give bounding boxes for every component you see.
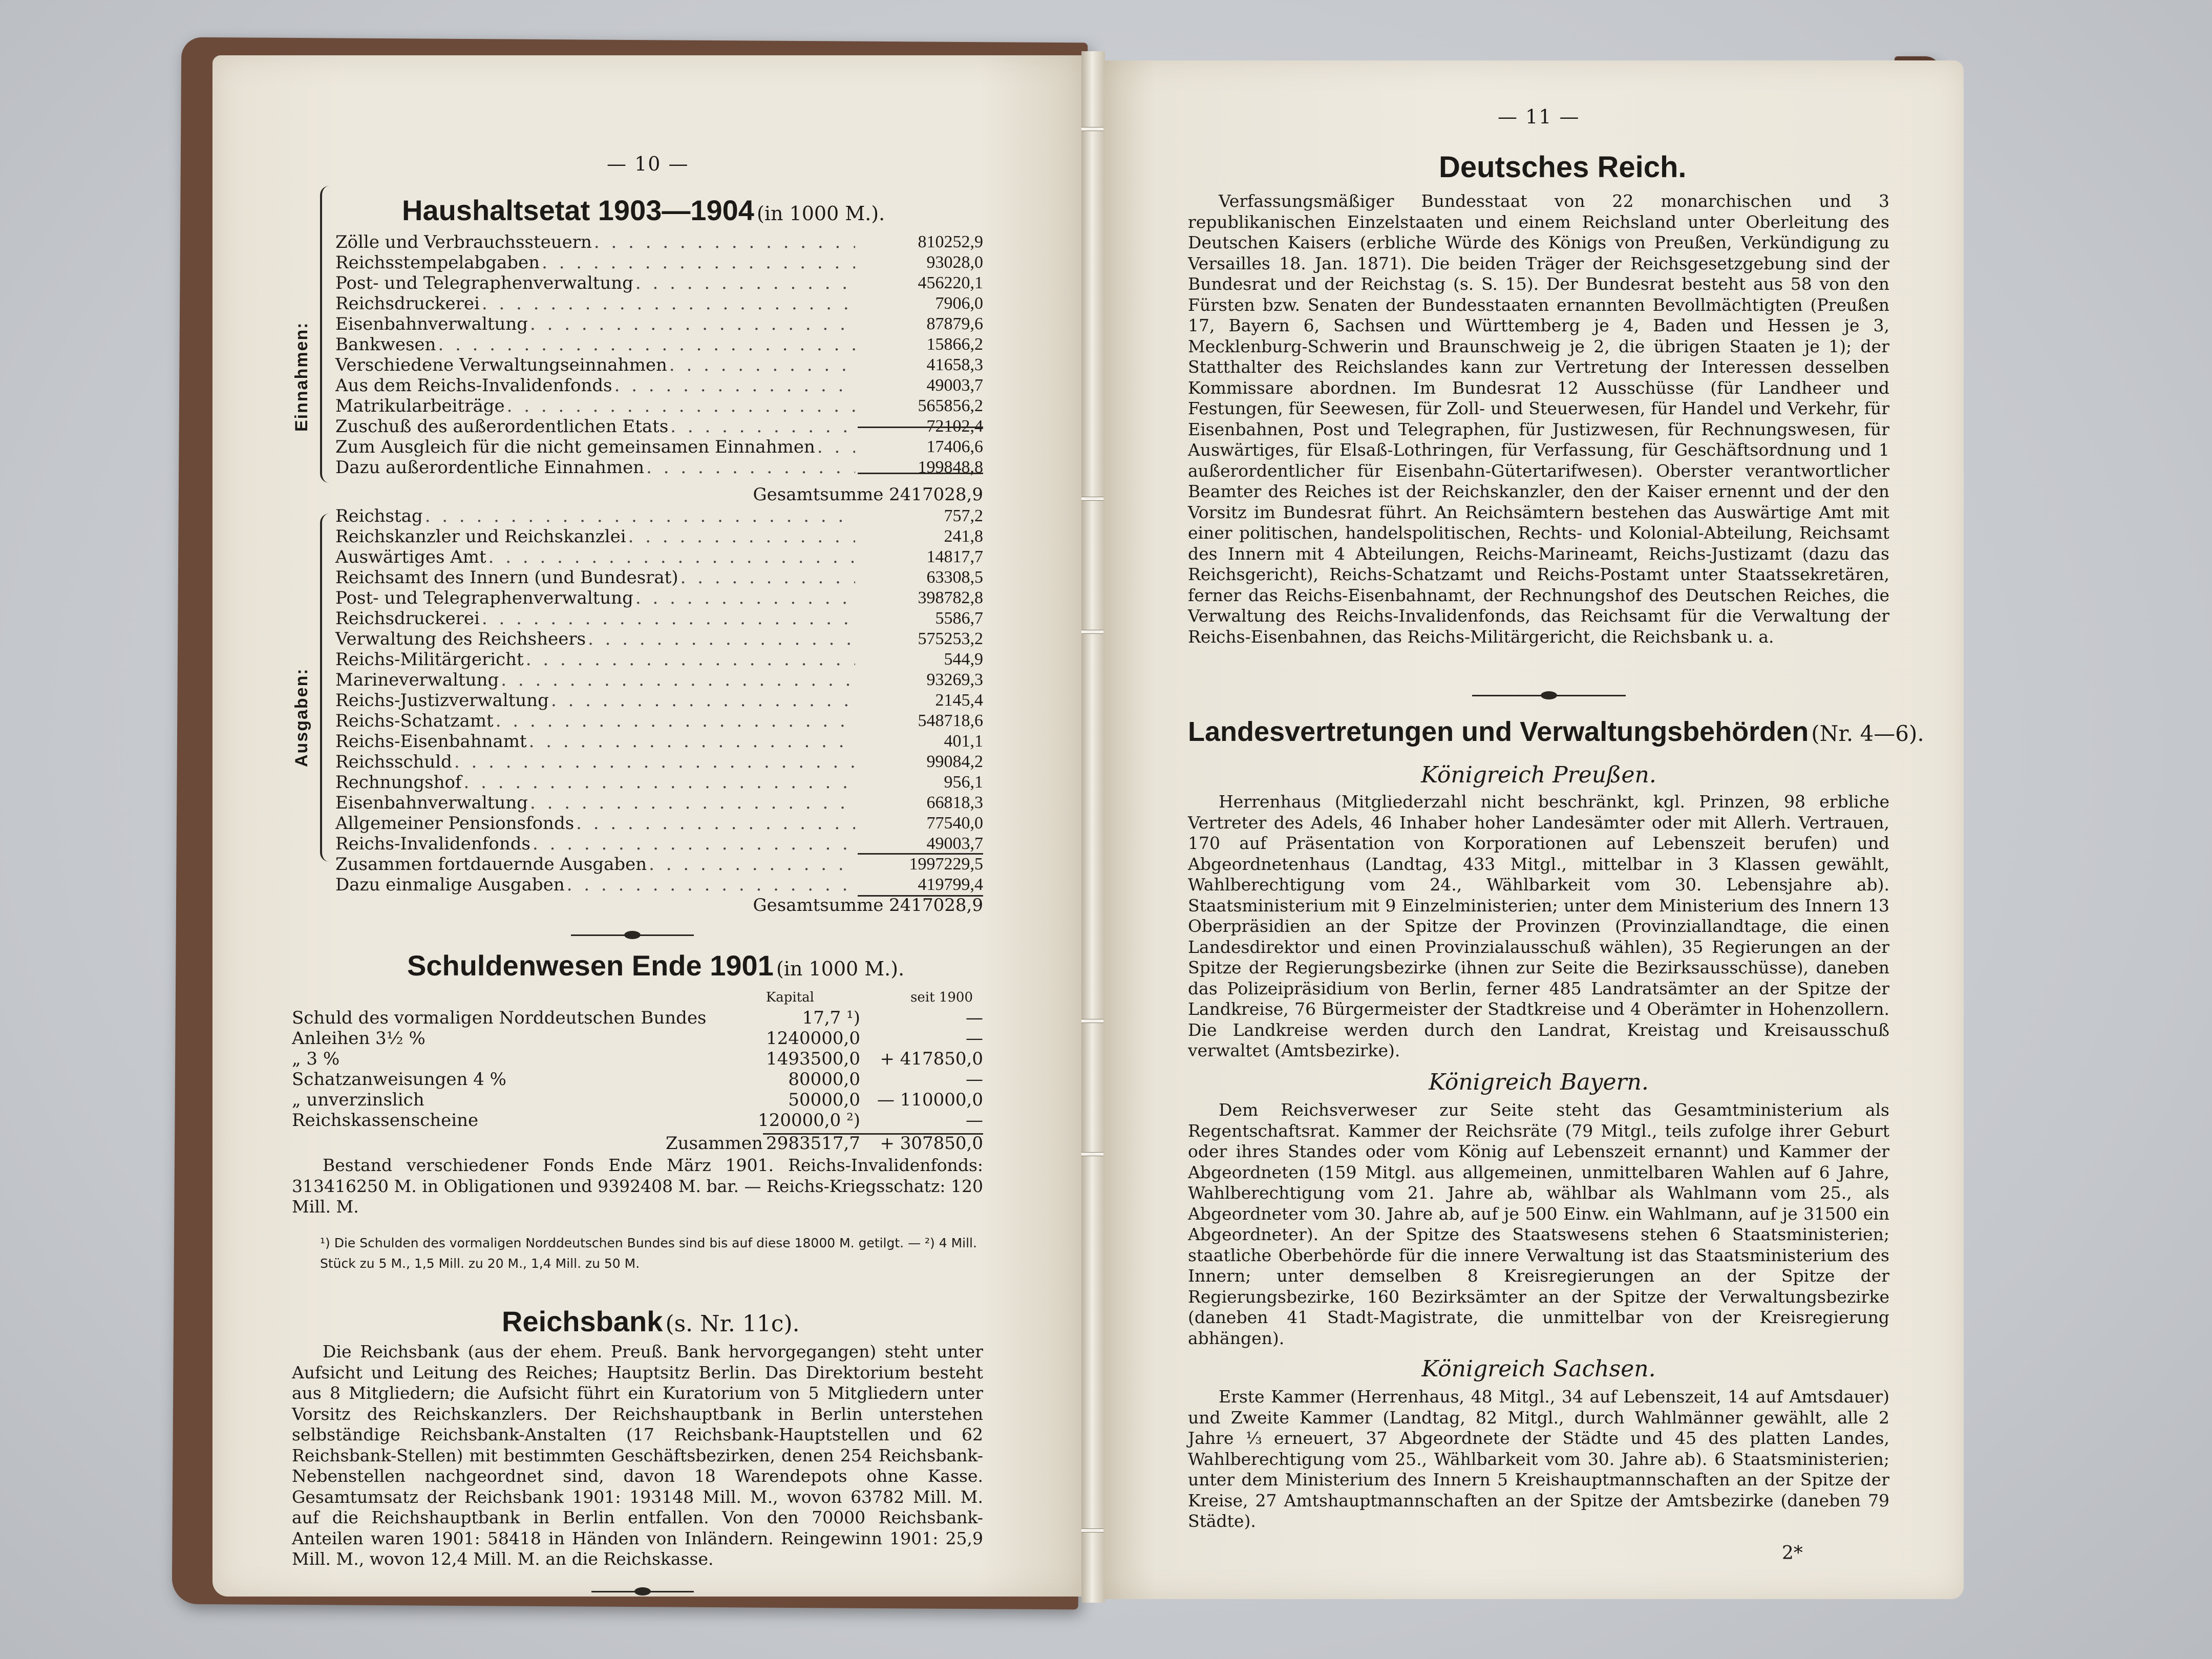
budget-row-value: 49003,7 xyxy=(926,376,983,395)
schulden-row xyxy=(292,1110,983,1131)
schulden-row-kapital: 50000,0 xyxy=(788,1090,860,1110)
budget-row-value: 810252,9 xyxy=(918,232,983,251)
binding-thread xyxy=(1081,1152,1105,1156)
budget-row-value: 956,1 xyxy=(944,773,983,792)
budget-row xyxy=(335,731,983,752)
budget-row-label: Rechnungshof xyxy=(335,772,462,793)
budget-row-value: 2145,4 xyxy=(935,691,983,710)
haushalt-unit: (in 1000 M.). xyxy=(757,202,885,225)
leader-dots xyxy=(678,567,855,588)
schulden-total-row xyxy=(292,1133,983,1154)
budget-row-value: 93028,0 xyxy=(926,253,983,272)
haushalt-title: Haushaltsetat 1903—1904 xyxy=(402,194,754,226)
einnahmen-table xyxy=(335,232,983,478)
budget-row xyxy=(335,588,983,608)
leader-dots xyxy=(668,416,855,437)
budget-row-label: Bankwesen xyxy=(335,334,436,355)
budget-row-label: Zusammen fortdauernde Ausgaben xyxy=(335,854,647,875)
budget-row-label: Allgemeiner Pensionsfonds xyxy=(335,813,575,834)
schulden-row-label: Schatzanweisungen 4 % xyxy=(292,1069,506,1090)
budget-row-value: 66818,3 xyxy=(926,793,983,812)
schulden-row-label: Schuld des vormaligen Norddeutschen Bundes xyxy=(292,1008,707,1028)
binding-thread xyxy=(1081,127,1105,131)
budget-row-label: Aus dem Reichs-Invalidenfonds xyxy=(335,375,612,396)
leader-dots xyxy=(626,526,855,547)
budget-row-label: Matrikularbeiträge xyxy=(335,396,505,416)
budget-row-value: 548718,6 xyxy=(918,711,983,730)
reichsbank-title: Reichsbank xyxy=(502,1305,663,1337)
leader-dots xyxy=(494,711,855,731)
leader-dots xyxy=(586,629,855,649)
reichsbank-heading xyxy=(502,1305,800,1338)
ornament-divider xyxy=(591,1586,694,1597)
budget-row xyxy=(335,252,983,273)
leader-dots xyxy=(462,772,855,793)
reich-text: Verfassungsmäßiger Bundesstaat von 22 monarchischen und 3 republikanischen Einzelstaaten und einem Reichsland unter Oberleitung des Deutschen Kaisers (erbliche Würde des Königs von Preußen, Verkündigung zu Versailles 18. Jan. 1871). Die beiden Träger der Reichsgesetzgebung sind der Bundesrat und der Reichstag (s. S. 15). Der Bundesrat besteht aus 58 von den Fürsten bzw. Senaten der Bundesstaaten ernannten Bevollmächtigten (Preußen 17, Bayern 6, Sachsen und Württemberg je 4, Baden und Hessen je 3, Mecklenburg-Schwerin und Braunschweig je 2, die übrigen Staaten je 1); der Statthalter des Reichslandes kann zur Vertretung der Interessen desselben Kommissare abordnen. Im Bundesrat 12 Ausschüsse (für Landheer und Festungen, für Seewesen, für Zoll- und Steuerwesen, für Handel und Verkehr, für Eisenbahnen, Post und Telegraphen, für Justizwesen, für Rechnungswesen, für Auswärtiges, für Elsaß-Lothringen, für Verfassung, für Geschäftsordnung und 1 außerordentlicher für Eisenbahn-Gütertarifwesen). Oberster verantwortlicher Beamter des Reiches ist der Reichskanzler, den der Kaiser ernennt und der den Vorsitz im Bundesrat führt. An Reichsämtern bestehen das Auswärtige Amt mit einer politischen, handelspolitischen, Rechts- und Kolonial-Abteilung, Reichsamt des Innern mit 4 Abteilungen, Reichs-Marineamt, Reichs-Justizamt (dazu das Reichsgericht), Reichs-Schatzamt und Reichs-Postamt unter Staatssekretären, ferner das Reichs-Eisenbahnamt, der Rechnungshof des Deutschen Reiches, die Verwaltung des Reichs-Invalidenfonds, das Reichsamt für die Verwaltung der Reichs-Eisenbahnen, das Reichs-Militärgericht, die Reichsbank u. a. xyxy=(1188,191,1889,647)
ornament-divider xyxy=(1472,690,1626,700)
budget-row xyxy=(335,834,983,854)
schulden-row-label: Reichskassenscheine xyxy=(292,1110,479,1131)
budget-row xyxy=(335,273,983,293)
schulden-row-label: „ unverzinslich xyxy=(292,1090,424,1110)
budget-row xyxy=(335,752,983,772)
leader-dots xyxy=(549,690,855,711)
budget-row-label: Auswärtiges Amt xyxy=(335,547,486,567)
schulden-row-kapital: 80000,0 xyxy=(788,1069,860,1090)
sachsen-title: Königreich Sachsen. xyxy=(1421,1356,1656,1382)
schulden-row-seit: — 110000,0 xyxy=(877,1090,983,1110)
budget-row-label: Reichsschuld xyxy=(335,752,452,772)
schulden-row-kapital: 17,7 ¹) xyxy=(802,1008,860,1028)
leader-dots xyxy=(815,437,855,457)
leader-dots xyxy=(527,731,855,752)
budget-row-label: Reichskanzler und Reichskanzlei xyxy=(335,526,626,547)
binding-thread xyxy=(1081,497,1105,501)
col-kapital: Kapital xyxy=(765,990,814,1005)
budget-row xyxy=(335,875,983,895)
budget-row-value: 241,8 xyxy=(944,527,983,546)
budget-row-value: 5586,7 xyxy=(935,609,983,628)
book-gutter xyxy=(1081,51,1105,1603)
budget-row-value: 565856,2 xyxy=(918,396,983,415)
budget-row-label: Reichsdruckerei xyxy=(335,293,480,314)
budget-row-value: 456220,1 xyxy=(918,273,983,292)
leader-dots xyxy=(540,252,855,273)
budget-row-label: Zum Ausgleich für die nicht gemeinsamen Einnahmen xyxy=(335,437,815,457)
landes-heading xyxy=(1188,716,1924,748)
preussen-title: Königreich Preußen. xyxy=(1421,762,1656,788)
bestand-text: Bestand verschiedener Fonds Ende März 1901. Reichs-Invalidenfonds: 313416250 M. in Obligationen und 9392408 M. bar. — Reichs-Kriegsschatz: 120 Mill. M. xyxy=(292,1155,983,1217)
leader-dots xyxy=(565,875,855,895)
budget-row-value: 93269,3 xyxy=(926,670,983,689)
budget-row xyxy=(335,854,983,875)
budget-row-value: 7906,0 xyxy=(935,294,983,313)
sachsen-text: Erste Kammer (Herrenhaus, 48 Mitgl., 34 auf Lebenszeit, 14 auf Amtsdauer) und Zweite Kammer (Landtag, 82 Mitgl., durch Wahlmänner gewählt, alle 2 Jahre ⅓ erneuert, 37 Abgeordnete der Städte und 45 des platten Landes, Wahlberechtigung vom 25., Wählbarkeit vom 30. Jahre ab). 6 Staatsministerien; unter dem Ministerium des Innern 5 Kreishauptmannschaften an der Spitze der Kreise, 27 Amtshauptmannschaften an der Spitze der Amtsbezirke (daneben 79 Städte). xyxy=(1188,1387,1889,1531)
budget-row-label: Reichstag xyxy=(335,506,423,526)
schulden-row xyxy=(292,1028,983,1049)
budget-row-value: 575253,2 xyxy=(918,629,983,648)
ausgaben-total: Gesamtsumme 2417028,9 xyxy=(753,895,983,916)
sum-line xyxy=(858,427,983,428)
leader-dots xyxy=(574,813,855,834)
budget-row xyxy=(335,457,983,478)
budget-row-label: Post- und Telegraphenverwaltung xyxy=(335,588,633,608)
schulden-table xyxy=(292,987,983,1131)
reich-heading xyxy=(1439,150,1687,184)
budget-row-value: 49003,7 xyxy=(926,834,983,853)
budget-row xyxy=(335,567,983,588)
budget-row-label: Dazu außerordentliche Einnahmen xyxy=(335,457,645,478)
page-number-right: — 11 — xyxy=(1498,105,1580,128)
schulden-footnote: ¹) Die Schulden des vormaligen Norddeutschen Bundes sind bis auf diese 18000 M. getilgt. — ²) 4 Mill. Stück zu 5 M., 1,5 Mill. zu 20 M., 1,4 Mill. zu 50 M. xyxy=(320,1236,977,1271)
einnahmen-total: Gesamtsumme 2417028,9 xyxy=(753,484,983,505)
ausgaben-label: Ausgaben: xyxy=(292,668,311,767)
budget-row xyxy=(335,547,983,567)
budget-row xyxy=(335,334,983,355)
left-page xyxy=(212,55,1083,1597)
landes-title: Landesvertretungen und Verwaltungsbehörden xyxy=(1188,716,1809,747)
einnahmen-brace xyxy=(320,186,329,483)
page-number-left: — 10 — xyxy=(607,153,689,175)
budget-row-label: Zölle und Verbrauchssteuern xyxy=(335,232,592,252)
budget-row-value: 77540,0 xyxy=(926,814,983,833)
budget-row xyxy=(335,670,983,690)
budget-row-label: Reichsdruckerei xyxy=(335,608,480,629)
schulden-row-kapital: 120000,0 ²) xyxy=(758,1110,860,1131)
budget-row-value: 419799,4 xyxy=(918,875,983,894)
budget-row-value: 14817,7 xyxy=(926,547,983,566)
leader-dots xyxy=(644,457,855,478)
budget-row-value: 17406,6 xyxy=(926,437,983,456)
leader-dots xyxy=(592,232,855,252)
leader-dots xyxy=(528,793,855,813)
budget-row-label: Eisenbahnverwaltung xyxy=(335,314,528,334)
reichsbank-text: Die Reichsbank (aus der ehem. Preuß. Bank hervorgegangen) steht unter Aufsicht und Leitung des Reiches; Hauptsitz Berlin. Das Direktorium besteht aus 8 Mitgliedern; die Aufsicht führt ein Kuratorium von 5 Mitgliedern unter Vorsitz des Reichskanzlers. Der Reichshauptbank in Berlin unterstehen selbständige Reichsbank-Anstalten (17 Reichsbank-Hauptstellen und 62 Reichsbank-Stellen) mit bestimmten Geschäftsbezirken, denen 254 Reichsbank-Nebenstellen nachgeordnet sind, davon 18 Warendepots ohne Kasse. Gesamtumsatz der Reichsbank 1901: 193148 Mill. M., wovon 63782 Mill. M. auf die Reichshauptbank in Berlin entfallen. Von den 70000 Reichsbank-Anteilen waren 1901: 58418 in Händen von Inländern. Reingewinn 1901: 25,9 Mill. M., wovon 12,4 Mill. M. an die Reichskasse. xyxy=(292,1342,983,1569)
schulden-row-label: „ 3 % xyxy=(292,1049,340,1069)
budget-row-label: Reichsstempelabgaben xyxy=(335,252,540,273)
budget-row-value: 398782,8 xyxy=(918,588,983,607)
budget-row-label: Eisenbahnverwaltung xyxy=(335,793,528,813)
budget-row-label: Post- und Telegraphenverwaltung xyxy=(335,273,633,293)
budget-row xyxy=(335,526,983,547)
schulden-heading xyxy=(407,949,904,982)
budget-row-label: Zuschuß des außerordentlichen Etats xyxy=(335,416,669,437)
leader-dots xyxy=(436,334,855,355)
budget-row-label: Reichs-Militärgericht xyxy=(335,649,524,670)
schulden-row-seit: + 417850,0 xyxy=(880,1049,983,1069)
leader-dots xyxy=(633,273,855,293)
leader-dots xyxy=(480,608,855,629)
budget-row-value: 63308,5 xyxy=(926,568,983,587)
budget-row-label: Reichs-Invalidenfonds xyxy=(335,834,530,854)
budget-row-value: 87879,6 xyxy=(926,314,983,333)
budget-row-label: Reichsamt des Innern (und Bundesrat) xyxy=(335,567,678,588)
budget-row-value: 15866,2 xyxy=(926,335,983,354)
leader-dots xyxy=(505,396,855,416)
budget-row-label: Reichs-Schatzamt xyxy=(335,711,494,731)
schulden-row-kapital: 1240000,0 xyxy=(766,1028,860,1049)
budget-row xyxy=(335,629,983,649)
schulden-row xyxy=(292,1049,983,1069)
binding-thread xyxy=(1081,1528,1105,1533)
budget-row-value: 199848,8 xyxy=(918,458,983,477)
budget-row-value: 544,9 xyxy=(944,650,983,669)
schulden-row xyxy=(292,1090,983,1110)
schulden-row xyxy=(292,1069,983,1090)
schulden-row-label: Anleihen 3½ % xyxy=(292,1028,426,1049)
schulden-row-kapital: 1493500,0 xyxy=(766,1049,860,1069)
sum-line xyxy=(858,473,983,474)
leader-dots xyxy=(530,834,855,854)
binding-thread xyxy=(1081,1019,1105,1023)
leader-dots xyxy=(499,670,855,690)
right-page xyxy=(1103,60,1964,1599)
ausgaben-table xyxy=(335,506,983,895)
leader-dots xyxy=(486,547,855,567)
budget-row xyxy=(335,506,983,526)
ornament-divider xyxy=(571,930,694,940)
einnahmen-label: Einnahmen: xyxy=(292,322,311,432)
schulden-row xyxy=(292,1008,983,1028)
leader-dots xyxy=(480,293,855,314)
budget-row-label: Reichs-Eisenbahnamt xyxy=(335,731,527,752)
budget-row-value: 757,2 xyxy=(944,506,983,525)
budget-row xyxy=(335,711,983,731)
leader-dots xyxy=(647,854,855,875)
budget-row xyxy=(335,314,983,334)
leader-dots xyxy=(423,506,855,526)
schulden-row-seit: — xyxy=(966,1028,983,1049)
sum-line xyxy=(858,853,983,855)
budget-row xyxy=(335,690,983,711)
budget-row xyxy=(335,793,983,813)
budget-row-value: 41658,3 xyxy=(926,355,983,374)
col-seit: seit 1900 xyxy=(910,990,973,1005)
budget-row xyxy=(335,375,983,396)
budget-row xyxy=(335,355,983,375)
schulden-unit: (in 1000 M.). xyxy=(776,958,905,980)
leader-dots xyxy=(452,752,855,772)
budget-row xyxy=(335,608,983,629)
preussen-text: Herrenhaus (Mitgliederzahl nicht beschränkt, kgl. Prinzen, 98 erbliche Vertreter des Adels, 46 Inhaber hoher Landesämter oder mit Allerh. Vertrauen, 170 auf Präsentation von Korporationen auf Lebenszeit berufen) und Abgeordnetenhaus (Landtag, 433 Mitgl., mittelbar in 3 Klassen gewählt, Wahlberechtigung vom 24., Wählbarkeit vom 30. Lebensjahre ab). Staatsministerium mit 9 Einzelministerien; unter dem Ministerium des Innern 13 Oberpräsidien an der Spitze der Provinzen (Provinziallandtage, die einen Landesdirektor und einen Provinzialausschuß wählen), 35 Regierungen an der Spitze der Regierungsbezirke (ihnen zur Seite die Bezirksausschüsse), daneben das Polizeipräsidium von Berlin, ferner 485 Landratsämter an der Spitze der Landkreise, 76 Bürgermeister der Stadtkreise und 4 Oberämter in Hohenzollern. Die Landkreise werden durch den Landrat, Kreistag und Kreisausschuß verwaltet (Amtsbezirke). xyxy=(1188,792,1889,1060)
schulden-total-kapital: 2983517,7 xyxy=(766,1133,860,1154)
leader-dots xyxy=(524,649,855,670)
budget-row xyxy=(335,396,983,416)
reichsbank-ref: (s. Nr. 11c). xyxy=(665,1311,800,1337)
budget-row-value: 72102,4 xyxy=(926,417,983,436)
schulden-row-seit: — xyxy=(966,1069,983,1090)
budget-row-label: Verwaltung des Reichsheers xyxy=(335,629,586,649)
budget-row-label: Dazu einmalige Ausgaben xyxy=(335,875,565,895)
leader-dots xyxy=(667,355,855,375)
leader-dots xyxy=(612,375,855,396)
signature-mark: 2* xyxy=(1782,1543,1803,1564)
bayern-text: Dem Reichsverweser zur Seite steht das Gesamtministerium als Regentschaftsrat. Kammer der Reichsräte (79 Mitgl., teils zufolge ihrer Geburt oder ihres Standes oder vom König auf Lebenszeit ernannt) und Kammer der Abgeordneten (159 Mitgl. aus allgemeinen, unmittelbaren Wahlen auf 6 Jahre, Wahlberechtigung vom 21. Jahre ab, wählbar als Wahlmann vom 25., als Abgeordneter vom 30. Jahre ab, auf je 500 Einw. ein Wahlmann, auf je 31500 ein Abgeordneter). An der Spitze des Staatswesens stehen 6 Staatsministerien; staatliche Oberbehörde für die innere Verwaltung ist das Staatsministerium des Innern; unter demselben 8 Kreisregierungen an der Spitze der Regierungsbezirke, 160 Bezirksämter an der Spitze der Verwaltungsbezirke (daneben 41 Stadt-Magistrate, die unmittelbar von der Kreisregierung abhängen). xyxy=(1188,1100,1889,1348)
schulden-total-label: Zusammen xyxy=(666,1133,763,1154)
ausgaben-brace xyxy=(320,514,329,862)
landes-ref: (Nr. 4—6). xyxy=(1811,721,1924,746)
budget-row xyxy=(335,772,983,793)
haushalt-heading xyxy=(402,194,885,227)
leader-dots xyxy=(528,314,855,334)
bayern-title: Königreich Bayern. xyxy=(1429,1069,1649,1095)
leader-dots xyxy=(633,588,855,608)
schulden-header-row xyxy=(292,987,983,1008)
schulden-title: Schuldenwesen Ende 1901 xyxy=(407,949,774,982)
budget-row-label: Marineverwaltung xyxy=(335,670,499,690)
budget-row-value: 1997229,5 xyxy=(909,855,983,874)
budget-row xyxy=(335,293,983,314)
binding-thread xyxy=(1081,630,1105,634)
schulden-row-seit: — xyxy=(966,1110,983,1131)
budget-row-value: 99084,2 xyxy=(926,752,983,771)
budget-row-value: 401,1 xyxy=(944,732,983,751)
schulden-row-seit: — xyxy=(966,1008,983,1028)
budget-row xyxy=(335,813,983,834)
reich-title: Deutsches Reich. xyxy=(1439,151,1687,184)
budget-row xyxy=(335,232,983,252)
budget-row-label: Verschiedene Verwaltungseinnahmen xyxy=(335,355,667,375)
budget-row xyxy=(335,649,983,670)
budget-row xyxy=(335,437,983,457)
schulden-total-seit: + 307850,0 xyxy=(880,1133,983,1154)
budget-row-label: Reichs-Justizverwaltung xyxy=(335,690,549,711)
